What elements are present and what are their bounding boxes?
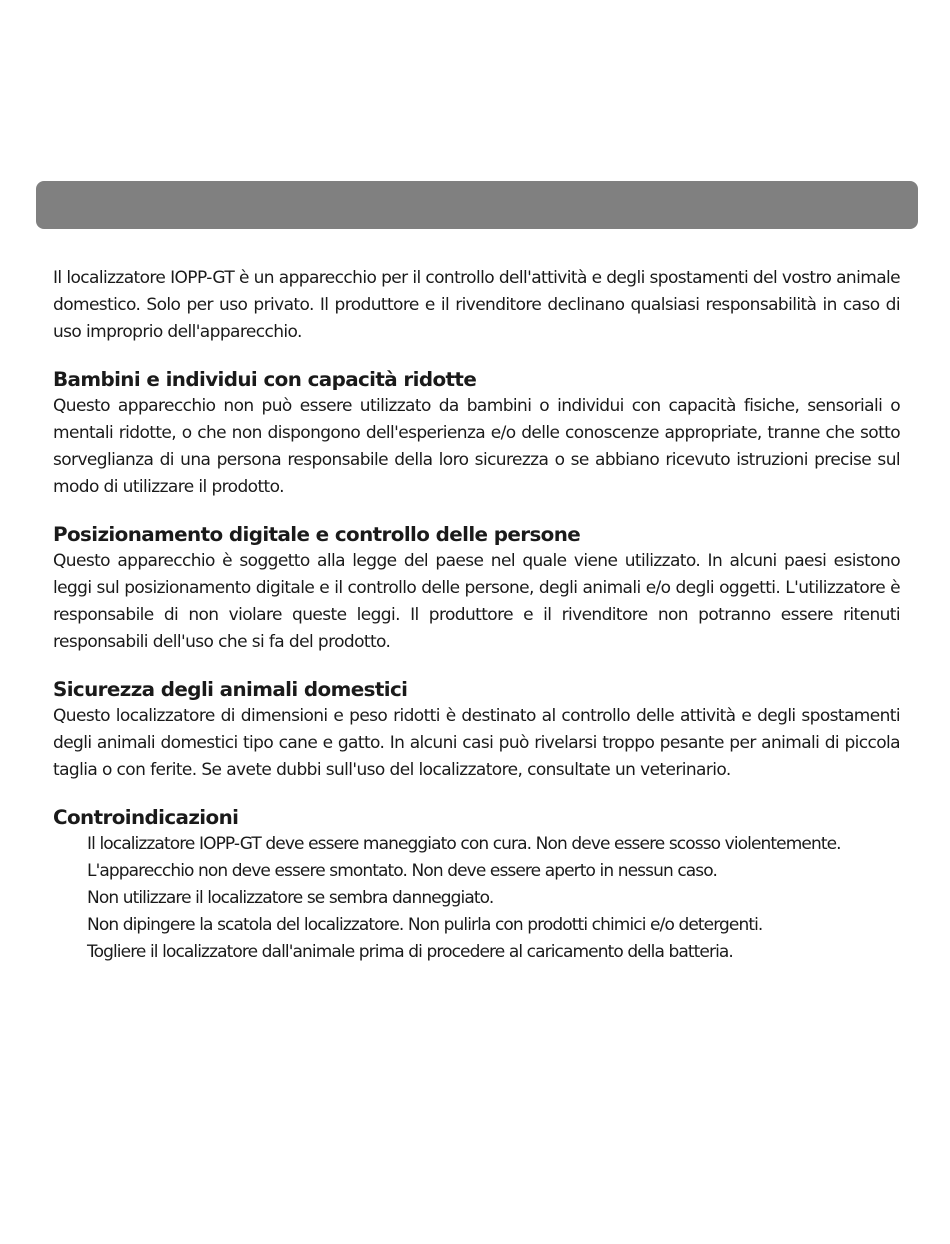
section-title: Posizionamento digitale e controllo delle persone xyxy=(53,523,581,546)
document-content xyxy=(53,265,900,966)
list-item: Non utilizzare il localizzatore se sembra danneggiato. xyxy=(87,888,494,908)
section-body: Questo apparecchio è soggetto alla legge del paese nel quale viene utilizzato. In alcuni paesi esistono leggi sul posizionamento digitale e il controllo delle persone, degli animali e/o degli oggetti. L'utilizzatore è responsabile di non violare queste leggi. Il produttore e il rivenditore non potranno essere ritenuti responsabili dell'uso che si fa del prodotto. xyxy=(53,551,900,652)
list-item: Non dipingere la scatola del localizzatore. Non pulirla con prodotti chimici e/o detergenti. xyxy=(87,915,763,935)
list-item: Il localizzatore IOPP-GT deve essere maneggiato con cura. Non deve essere scosso violentemente. xyxy=(87,834,841,854)
section-positioning xyxy=(53,521,900,656)
section-title: Bambini e individui con capacità ridotte xyxy=(53,368,477,391)
section-body: Questo localizzatore di dimensioni e peso ridotti è destinato al controllo delle attività e degli spostamenti degli animali domestici tipo cane e gatto. In alcuni casi può rivelarsi troppo pesante per animali di piccola taglia o con ferite. Se avete dubbi sull'uso del localizzatore, consultate un veterinario. xyxy=(53,706,900,780)
section-title: Sicurezza degli animali domestici xyxy=(53,678,408,701)
list-item: Togliere il localizzatore dall'animale prima di procedere al caricamento della batteria. xyxy=(87,942,733,962)
section-title: Controindicazioni xyxy=(53,806,239,829)
contraindications-list xyxy=(53,831,900,966)
header-bar xyxy=(36,181,918,229)
intro-paragraph: Il localizzatore IOPP-GT è un apparecchio per il controllo dell'attività e degli spostamenti del vostro animale domestico. Solo per uso privato. Il produttore e il rivenditore declinano qualsiasi responsabilità in caso di uso improprio dell'apparecchio. xyxy=(53,268,900,342)
section-body: Questo apparecchio non può essere utilizzato da bambini o individui con capacità fisiche, sensoriali o mentali ridotte, o che non dispongono dell'esperienza e/o delle conoscenze appropriate, tranne che sotto sorveglianza di una persona responsabile della loro sicurezza o se abbiano ricevuto istruzioni precise sul modo di utilizzare il prodotto. xyxy=(53,396,900,497)
section-children xyxy=(53,366,900,501)
section-contraindications xyxy=(53,804,900,966)
list-item: L'apparecchio non deve essere smontato. Non deve essere aperto in nessun caso. xyxy=(87,861,717,881)
section-pet-safety xyxy=(53,676,900,784)
